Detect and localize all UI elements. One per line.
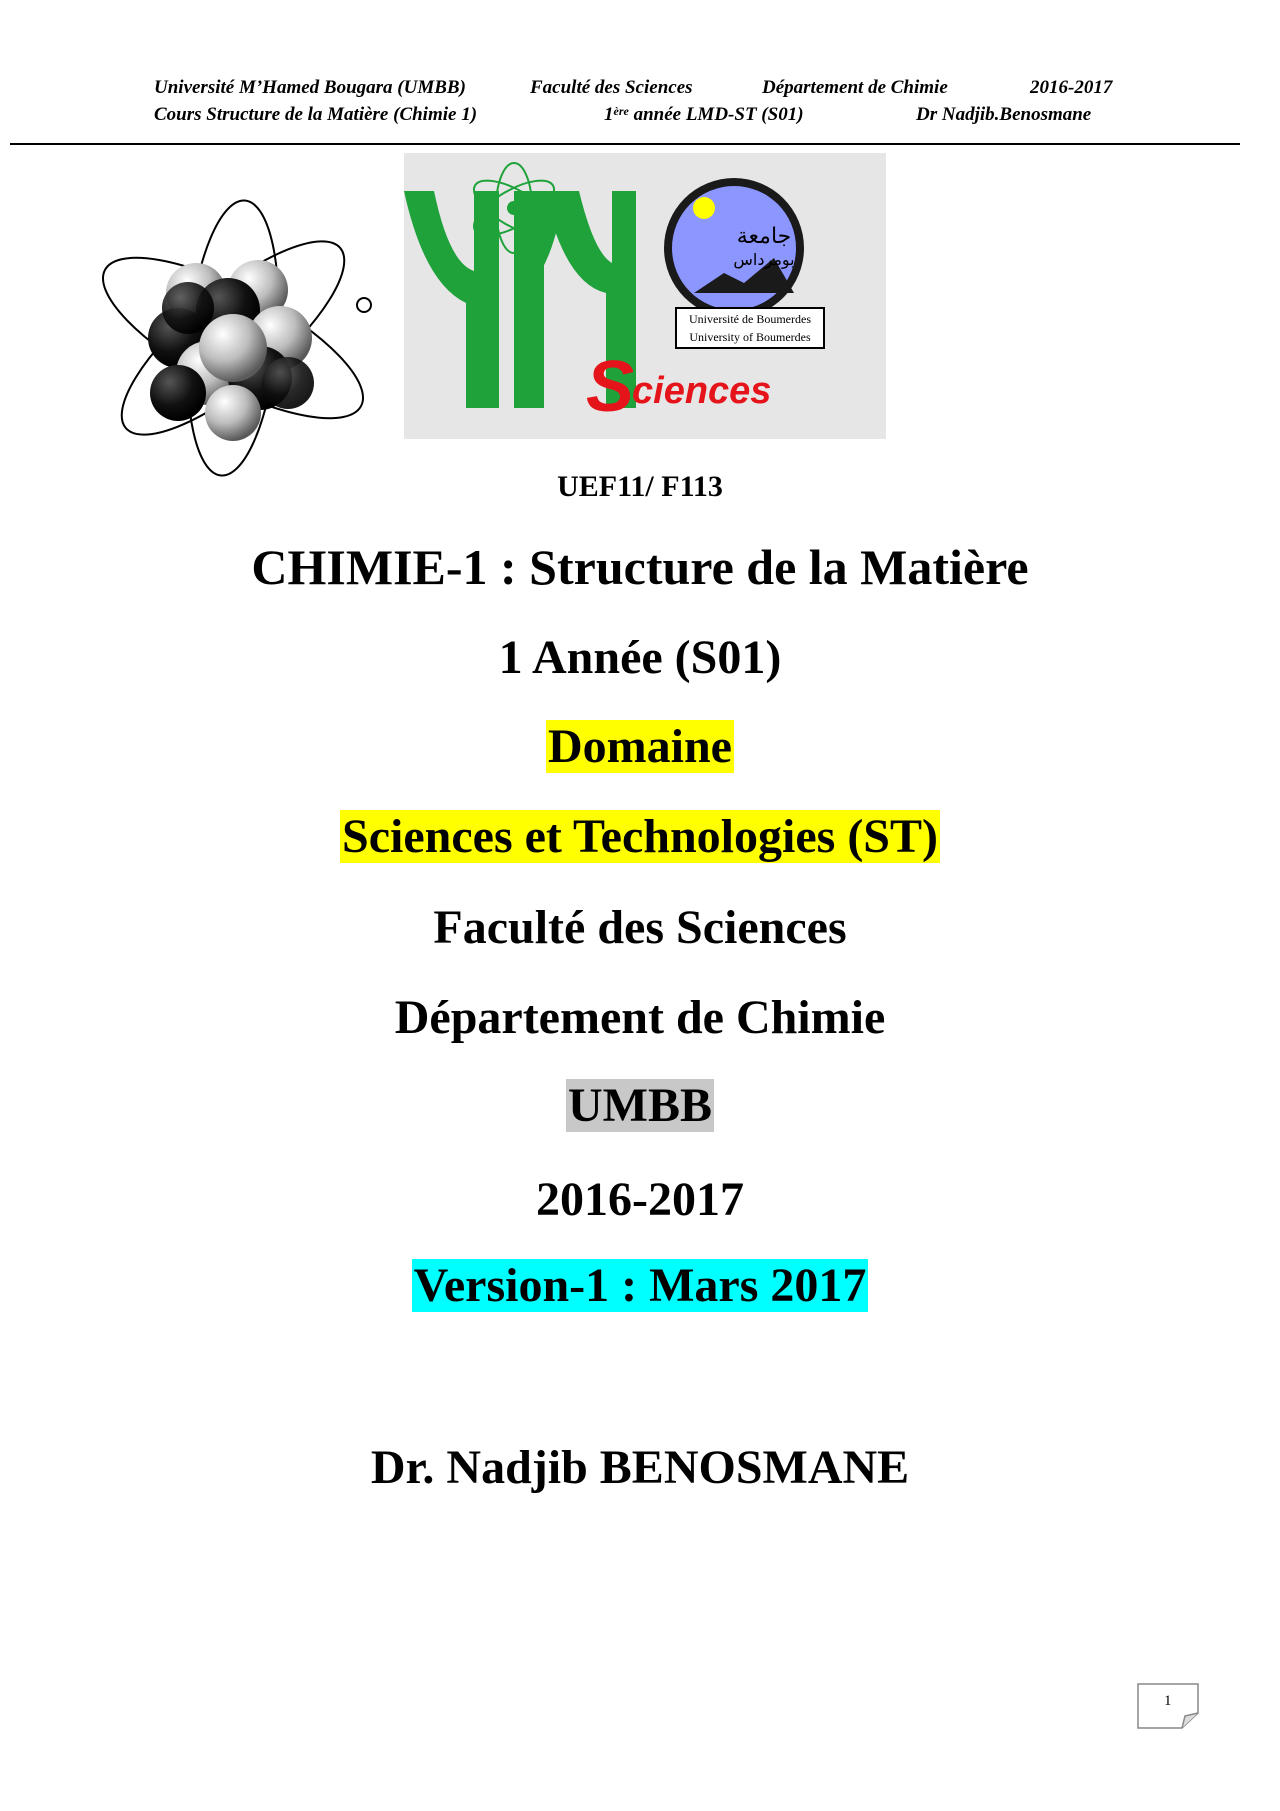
logo-label-fr: Université de Boumerdes bbox=[689, 312, 811, 326]
header-author: Dr Nadjib.Benosmane bbox=[916, 104, 1092, 125]
header-department: Département de Chimie bbox=[762, 77, 948, 98]
header-course: Cours Structure de la Matière (Chimie 1) bbox=[154, 104, 478, 125]
domain-name: Sciences et Technologies (ST) bbox=[342, 810, 938, 863]
faculty-name: Faculté des Sciences bbox=[433, 901, 847, 954]
author-name: Dr. Nadjib BENOSMANE bbox=[370, 1441, 910, 1494]
header-divider bbox=[10, 143, 1240, 145]
course-code: UEF11/ F113 bbox=[557, 470, 723, 503]
logo-arabic-1: جامعة bbox=[736, 224, 792, 249]
logo-sciences-rest: ciences bbox=[632, 370, 772, 412]
logo-sciences-initial: S bbox=[586, 347, 635, 427]
institution-name: UMBB bbox=[568, 1079, 712, 1132]
header-level: 1ère année LMD-ST (S01) bbox=[604, 104, 804, 125]
logo-label-en: University of Boumerdes bbox=[689, 330, 811, 344]
domain-label: Domaine bbox=[548, 720, 732, 773]
domain-label-line bbox=[0, 718, 1280, 776]
department-name: Département de Chimie bbox=[394, 991, 886, 1044]
year-level: 1 Année (S01) bbox=[498, 631, 782, 684]
faculty-logo bbox=[404, 153, 886, 439]
version-label: Version-1 : Mars 2017 bbox=[413, 1259, 867, 1312]
header-university: Université M’Hamed Bougara (UMBB) bbox=[154, 77, 466, 98]
version-line bbox=[0, 1256, 1280, 1316]
header-year: 2016-2017 bbox=[1030, 77, 1113, 98]
atom-illustration-icon bbox=[88, 198, 378, 478]
header-faculty: Faculté des Sciences bbox=[530, 77, 693, 98]
academic-year: 2016-2017 bbox=[536, 1173, 744, 1226]
page-title: CHIMIE-1 : Structure de la Matière bbox=[251, 539, 1029, 595]
domain-name-line bbox=[0, 808, 1280, 866]
page-number: 1 bbox=[1164, 1693, 1172, 1709]
logo-arabic-2: بومرداس bbox=[733, 250, 795, 269]
institution-line bbox=[0, 1076, 1280, 1136]
